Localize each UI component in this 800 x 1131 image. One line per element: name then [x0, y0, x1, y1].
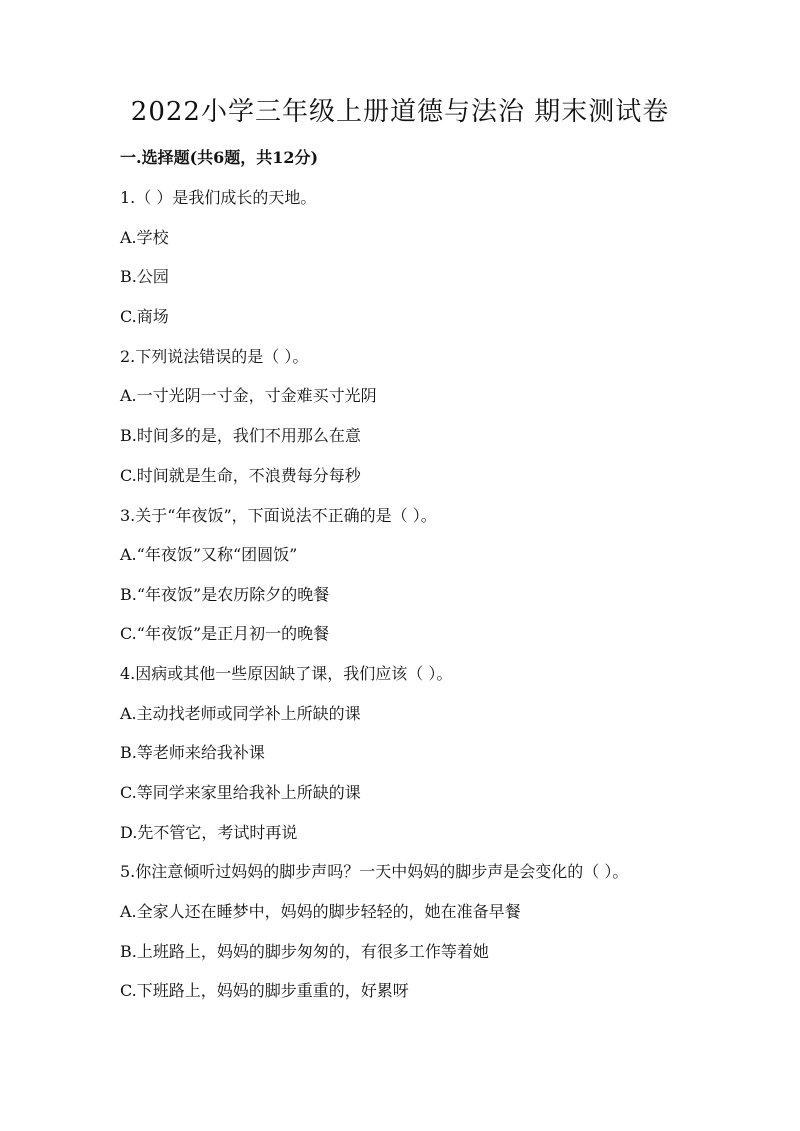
question-4-option-b: B.等老师来给我补课: [120, 743, 265, 762]
question-5-stem: 5.你注意倾听过妈妈的脚步声吗？一天中妈妈的脚步声是会变化的（ ）。: [120, 862, 629, 881]
exam-title: 2022小学三年级上册道德与法治 期末测试卷: [130, 97, 670, 127]
question-5-option-b: B.上班路上，妈妈的脚步匆匆的，有很多工作等着她: [120, 942, 489, 961]
question-5-option-a: A.全家人还在睡梦中，妈妈的脚步轻轻的，她在准备早餐: [120, 902, 521, 921]
question-2-option-c: C.时间就是生命，不浪费每分每秒: [120, 466, 361, 485]
question-2-stem: 2.下列说法错误的是（ ）。: [120, 347, 309, 366]
question-4-stem: 4.因病或其他一些原因缺了课，我们应该（ ）。: [120, 664, 453, 683]
question-2-option-a: A.一寸光阴一寸金，寸金难买寸光阴: [120, 386, 377, 405]
question-3-stem: 3.关于“年夜饭”，下面说法不正确的是（ ）。: [120, 506, 437, 525]
question-4-option-d: D.先不管它，考试时再说: [120, 823, 298, 842]
question-3-option-c: C.“年夜饭”是正月初一的晚餐: [120, 624, 330, 643]
question-1-option-a: A.学校: [120, 228, 169, 247]
question-4-option-c: C.等同学来家里给我补上所缺的课: [120, 783, 361, 802]
section-heading: 一.选择题(共6题，共12分): [120, 148, 319, 167]
question-4-option-a: A.主动找老师或同学补上所缺的课: [120, 704, 361, 723]
question-1-option-b: B.公园: [120, 267, 169, 286]
question-2-option-b: B.时间多的是，我们不用那么在意: [120, 426, 361, 445]
question-1-stem: 1.（ ）是我们成长的天地。: [120, 188, 317, 207]
question-3-option-a: A.“年夜饭”又称“团圆饭”: [120, 545, 298, 564]
question-1-option-c: C.商场: [120, 307, 169, 326]
question-3-option-b: B.“年夜饭”是农历除夕的晚餐: [120, 585, 330, 604]
question-5-option-c: C.下班路上，妈妈的脚步重重的，好累呀: [120, 981, 409, 1000]
